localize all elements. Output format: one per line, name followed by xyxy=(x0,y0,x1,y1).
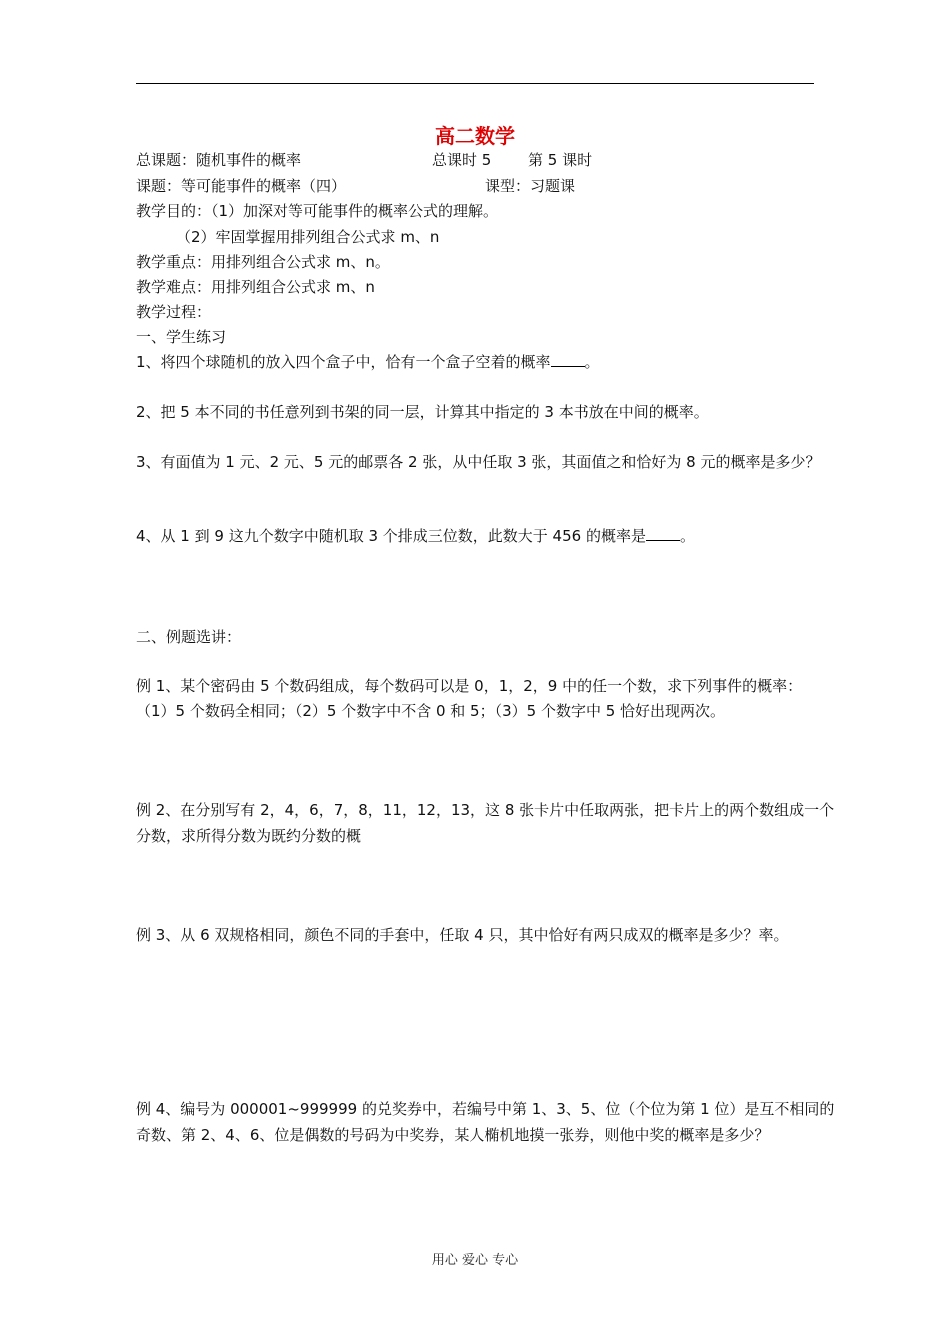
exercise-2: 2、把 5 本不同的书任意列到书架的同一层，计算其中指定的 3 本书放在中间的概率。 xyxy=(136,403,709,421)
example-1-line1: 例 1、某个密码由 5 个数码组成，每个数码可以是 0，1，2，9 中的任一个数，求下列事件的概率： xyxy=(136,677,803,695)
exercise-4-text: 4、从 1 到 9 这九个数字中随机取 3 个排成三位数，此数大于 456 的概率是 xyxy=(136,527,646,545)
objective-2: （2）牢固掌握用排列组合公式求 m、n xyxy=(176,228,440,246)
exercise-3: 3、有面值为 1 元、2 元、5 元的邮票各 2 张，从中任取 3 张，其面值之和恰好为 8 元的概率是多少？ xyxy=(136,453,821,471)
example-2-line2: 分数，求所得分数为既约分数的概 xyxy=(136,827,362,845)
example-4-line2: 奇数、第 2、4、6、位是偶数的号码为中奖券，某人椭机地摸一张券，则他中奖的概率是多少？ xyxy=(136,1126,770,1144)
teaching-focus: 教学重点：用排列组合公式求 m、n。 xyxy=(136,253,390,271)
exercise-4 xyxy=(136,527,695,545)
exercise-1-end: 。 xyxy=(584,353,600,371)
topic-label: 总课题：随机事件的概率 xyxy=(136,151,302,169)
document-title: 高二数学 xyxy=(435,124,515,148)
section2-heading: 二、例题选讲： xyxy=(136,628,242,646)
exercise-4-end: 。 xyxy=(679,527,695,545)
section1-heading: 一、学生练习 xyxy=(136,328,227,346)
page-footer: 用心 爱心 专心 xyxy=(431,1253,519,1268)
lesson-type: 课型：习题课 xyxy=(485,177,576,195)
exercise-1 xyxy=(136,353,600,371)
answer-blank xyxy=(551,354,585,367)
example-2-line1: 例 2、在分别写有 2，4，6，7，8，11，12，13，这 8 张卡片中任取两张，把卡片上的两个数组成一个 xyxy=(136,801,835,819)
header-rule xyxy=(136,83,814,84)
lesson-number: 第 5 课时 xyxy=(528,151,593,169)
example-3: 例 3、从 6 双规格相同，颜色不同的手套中，任取 4 只，其中恰好有两只成双的概率是多少？率。 xyxy=(136,926,789,944)
total-lessons: 总课时 5 xyxy=(432,151,492,169)
lesson-title: 课题：等可能事件的概率（四） xyxy=(136,177,347,195)
objective-1: 教学目的：（1）加深对等可能事件的概率公式的理解。 xyxy=(136,202,499,220)
answer-blank xyxy=(646,528,680,541)
exercise-1-text: 1、将四个球随机的放入四个盒子中，恰有一个盒子空着的概率 xyxy=(136,353,551,371)
example-1-line2: （1）5 个数码全相同；（2）5 个数字中不含 0 和 5；（3）5 个数字中 5 恰好出现两次。 xyxy=(136,702,726,720)
teaching-process: 教学过程： xyxy=(136,303,212,321)
example-4-line1: 例 4、编号为 000001~999999 的兑奖券中，若编号中第 1、3、5、位（个位为第 1 位）是互不相同的 xyxy=(136,1100,835,1118)
teaching-difficulty: 教学难点：用排列组合公式求 m、n xyxy=(136,278,375,296)
